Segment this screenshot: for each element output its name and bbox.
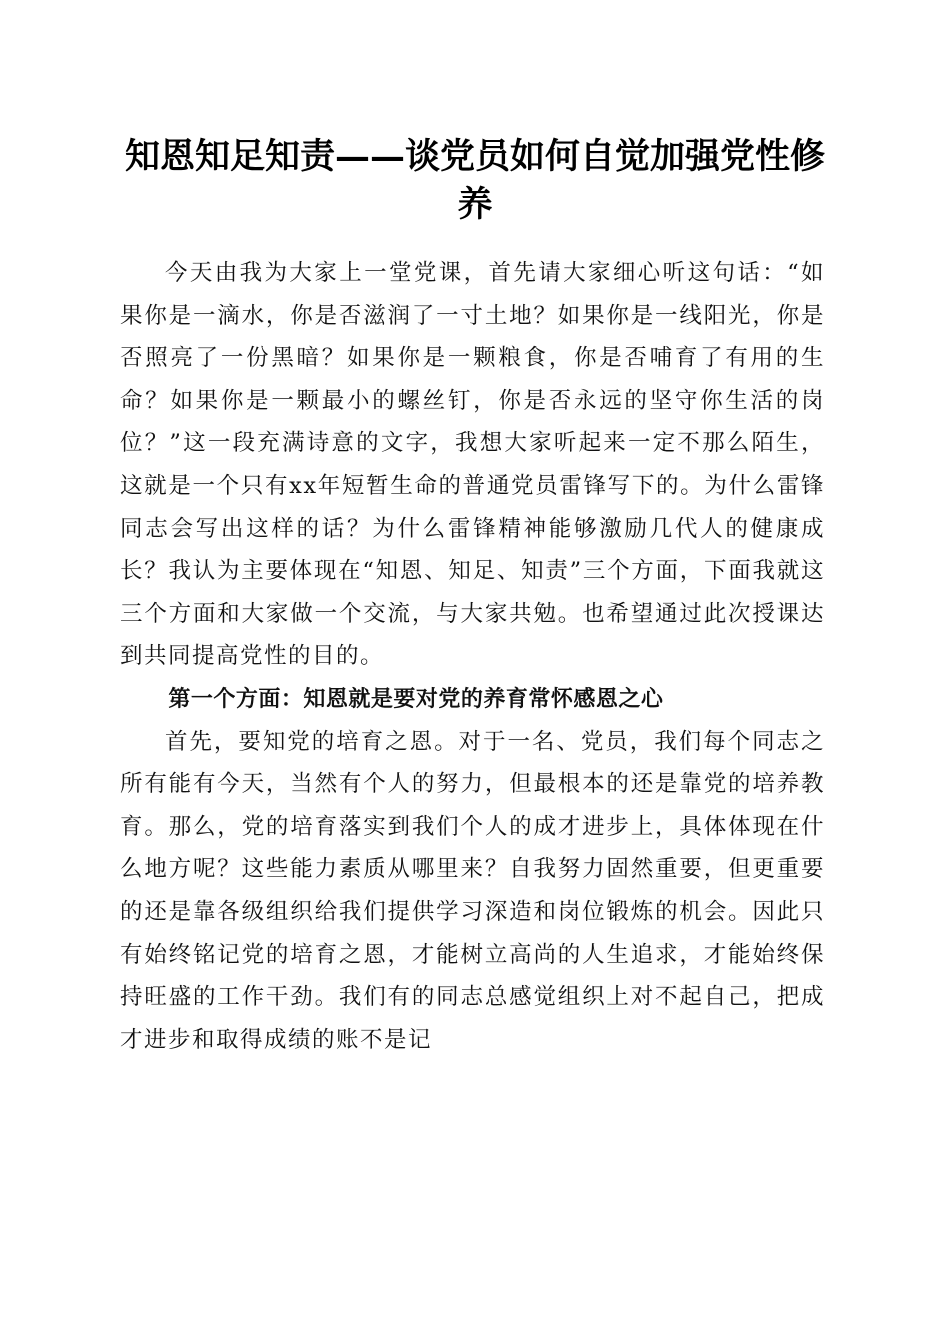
section-heading: 第一个方面：知恩就是要对党的养育常怀感恩之心 xyxy=(168,685,664,712)
section-paragraph: 首先，要知党的培育之恩。对于一名、党员，我们每个同志之所有能有今天，当然有个人的努力，但最根本的还是靠党的培养教育。那么，党的培育落实到我们个人的成才进步上，具体体现在什么地方呢？这些能力素质从哪里来？自我努力固然重要，但更重要的还是靠各级组织给我们提供学习深造和岗位锻炼的机会。因此只有始终铭记党的培育之恩，才能树立高尚的人生追求，才能始终保持旺盛的工作干劲。我们有的同志总感觉组织上对不起自己，把成才进步和取得成绩的账不是记 xyxy=(120,728,825,1053)
document-body xyxy=(120,252,825,1061)
intro-paragraph: 今天由我为大家上一堂党课，首先请大家细心听这句话：“如果你是一滴水，你是否滋润了一寸土地？如果你是一线阳光，你是否照亮了一份黑暗？如果你是一颗粮食，你是否哺育了有用的生命？如果你是一颗最小的螺丝钉，你是否永远的坚守你生活的岗位？”这一段充满诗意的文字，我想大家听起来一定不那么陌生，这就是一个只有xx年短暂生命的普通党员雷锋写下的。为什么雷锋同志会写出这样的话？为什么雷锋精神能够激励几代人的健康成长？我认为主要体现在“知恩、知足、知责”三个方面，下面我就这三个方面和大家做一个交流，与大家共勉。也希望通过此次授课达到共同提高党性的目的。 xyxy=(120,260,825,670)
document-title: 知恩知足知责——谈党员如何自觉加强党性修养 xyxy=(124,136,825,225)
